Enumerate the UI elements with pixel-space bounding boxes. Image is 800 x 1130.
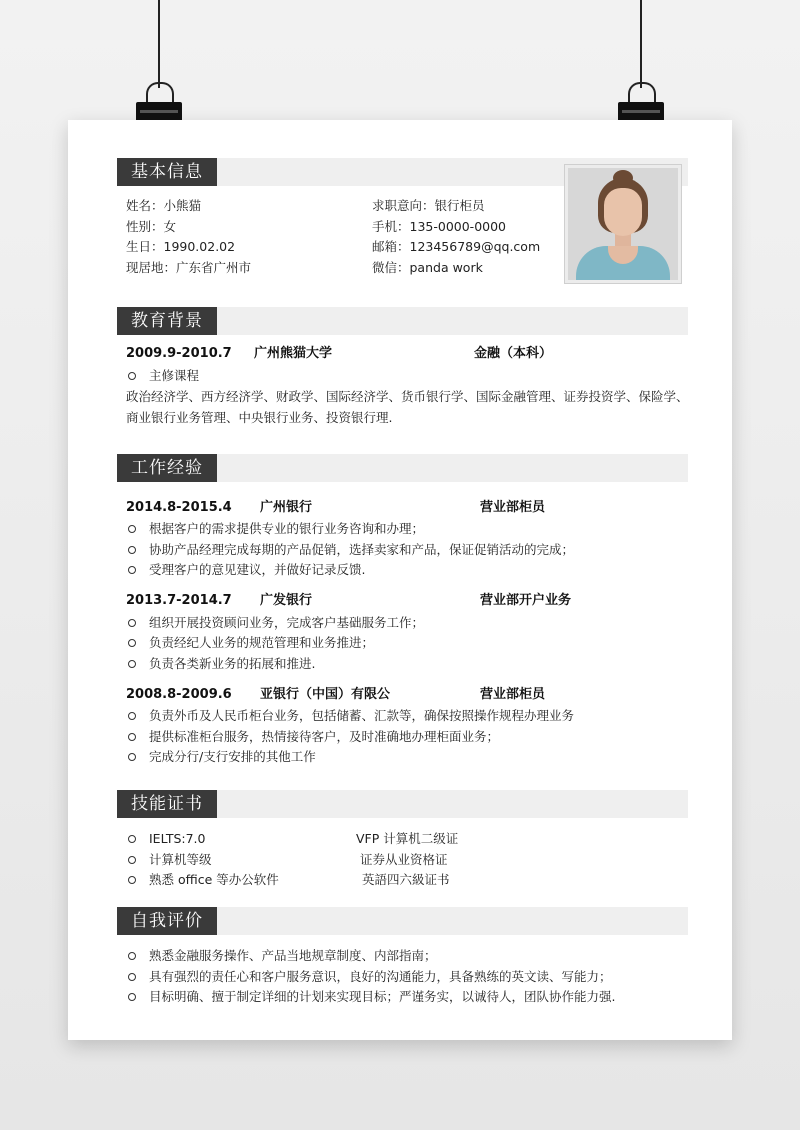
bullet-icon (128, 712, 136, 720)
bullet-icon (128, 835, 136, 843)
bullet-icon (128, 876, 136, 884)
job-company: 广州银行 (260, 500, 313, 515)
job-item: 提供标准柜台服务，热情接待客户，及时准确地办理柜面业务； (149, 729, 500, 744)
section-title-work: 工作经验 (117, 454, 217, 482)
job-item: 完成分行/支行安排的其他工作 (149, 749, 316, 764)
job-item: 组织开展投资顾问业务，完成客户基础服务工作； (149, 615, 425, 630)
certificate-item: VFP 计算机二级证 (356, 831, 459, 846)
job-item: 协助产品经理完成每期的产品促销，选择卖家和产品，保证促销活动的完成； (149, 542, 575, 557)
self-item: 具有强烈的责任心和客户服务意识，良好的沟通能力，具备熟练的英文读、写能力； (149, 969, 612, 984)
section-title-self: 自我评价 (117, 907, 217, 935)
name-field: 姓名：小熊猫 (126, 198, 202, 213)
job-item: 负责经纪人业务的规范管理和业务推进； (149, 635, 375, 650)
job-role: 营业部柜员 (480, 687, 546, 702)
job-item: 受理客户的意见建议，并做好记录反馈. (149, 562, 366, 577)
bullet-icon (128, 372, 136, 380)
birth-field: 生日：1990.02.02 (126, 239, 236, 254)
edu-courses-label: 主修课程 (149, 368, 200, 383)
bullet-icon (128, 733, 136, 741)
job-period: 2008.8-2009.6 (126, 687, 232, 702)
bullet-icon (128, 546, 136, 554)
job-role: 营业部柜员 (480, 500, 546, 515)
self-item: 熟悉金融服务操作、产品当地规章制度、内部指南； (149, 948, 437, 963)
job-period: 2014.8-2015.4 (126, 500, 232, 515)
skill-item: 计算机等级 (149, 852, 212, 867)
job-item: 负责外币及人民币柜台业务，包括储蓄、汇款等，确保按照操作规程办理业务 (149, 708, 575, 723)
certificate-item: 英語四六級证书 (362, 872, 450, 887)
bullet-icon (128, 993, 136, 1001)
job-company: 亚银行（中国）有限公 (260, 687, 391, 702)
job-role: 营业部开户业务 (480, 593, 572, 608)
edu-school: 广州熊猫大学 (254, 346, 333, 361)
bullet-icon (128, 973, 136, 981)
job-item: 负责各类新业务的拓展和推进. (149, 656, 316, 671)
wechat-field: 微信：panda work (372, 260, 483, 275)
bullet-icon (128, 566, 136, 574)
edu-period: 2009.9-2010.7 (126, 346, 232, 361)
profile-photo (565, 165, 681, 283)
section-title-basic: 基本信息 (117, 158, 217, 186)
bullet-icon (128, 660, 136, 668)
job-company: 广发银行 (260, 593, 313, 608)
bullet-icon (128, 753, 136, 761)
bullet-icon (128, 856, 136, 864)
job-period: 2013.7-2014.7 (126, 593, 232, 608)
phone-field: 手机：135-0000-0000 (372, 219, 507, 234)
skill-item: IELTS:7.0 (149, 831, 206, 846)
bullet-icon (128, 525, 136, 533)
section-title-education: 教育背景 (117, 307, 217, 335)
edu-major: 金融（本科） (474, 346, 553, 361)
edu-courses-line1: 政治经济学、西方经济学、财政学、国际经济学、货币银行学、国际金融管理、证券投资学、保险学、 (126, 389, 689, 404)
residence-field: 现居地：广东省广州市 (126, 260, 252, 275)
hanging-wire-right (640, 0, 642, 88)
self-item: 目标明确、擅于制定详细的计划来实现目标；严谨务实，以诚待人，团队协作能力强. (149, 989, 616, 1004)
edu-courses-line2: 商业银行业务管理、中央银行业务、投资银行理. (126, 410, 393, 425)
section-title-skills: 技能证书 (117, 790, 217, 818)
hanging-wire-left (158, 0, 160, 88)
bullet-icon (128, 639, 136, 647)
bullet-icon (128, 952, 136, 960)
job-item: 根据客户的需求提供专业的银行业务咨询和办理； (149, 521, 425, 536)
email-field: 邮箱：123456789@qq.com (372, 239, 541, 254)
gender-field: 性别：女 (126, 219, 177, 234)
intent-field: 求职意向：银行柜员 (372, 198, 485, 213)
skill-item: 熟悉 office 等办公软件 (149, 872, 279, 887)
certificate-item: 证券从业资格证 (360, 852, 448, 867)
bullet-icon (128, 619, 136, 627)
